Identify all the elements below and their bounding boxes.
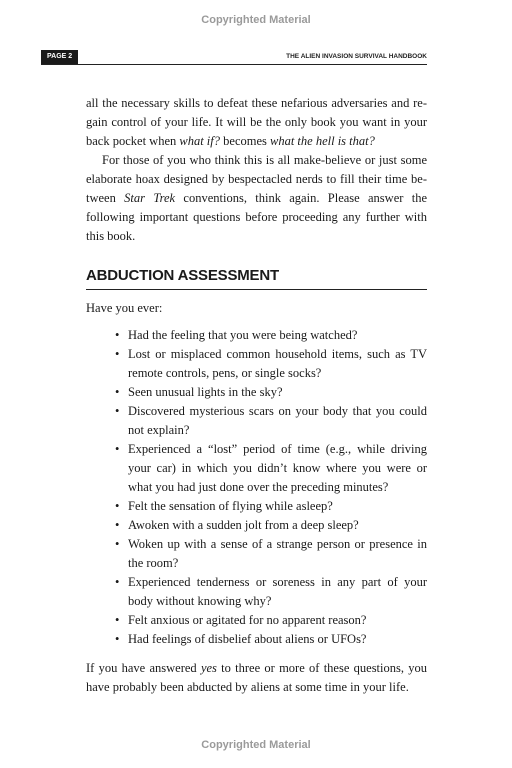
emphasis-text: yes: [200, 661, 217, 675]
list-item: [115, 573, 427, 611]
emphasis-text: what the hell is that?: [270, 134, 375, 148]
paragraph-continued: [86, 94, 427, 151]
list-item-text: Awoken with a sudden jolt from a deep sleep?: [128, 518, 359, 532]
bullet-icon: •: [115, 499, 120, 513]
bullet-icon: •: [115, 385, 120, 399]
page-header: [41, 50, 427, 65]
list-item: [115, 516, 427, 535]
list-item-text: Seen unusual lights in the sky?: [128, 385, 283, 399]
section-heading: ABDUCTION ASSESSMENT: [86, 265, 427, 290]
list-item: [115, 611, 427, 630]
list-item-text: Lost or misplaced common household items, such as TV remote controls, pens, or single socks?: [128, 347, 427, 380]
paragraph-text: If you have answered: [86, 661, 201, 675]
list-item: [115, 630, 427, 649]
list-item: [115, 383, 427, 402]
list-item: [115, 402, 427, 440]
page-number-label: PAGE 2: [41, 50, 78, 64]
paragraph-star-trek: [86, 151, 427, 246]
bullet-icon: •: [115, 518, 120, 532]
section-intro: Have you ever:: [86, 301, 163, 315]
bullet-icon: •: [115, 442, 120, 456]
bullet-icon: •: [115, 613, 120, 627]
list-item: [115, 497, 427, 516]
list-item-text: Had feelings of disbelief about aliens or UFOs?: [128, 632, 367, 646]
list-item-text: Experienced tenderness or soreness in any part of your body without knowing why?: [128, 575, 427, 608]
list-item: [115, 535, 427, 573]
bullet-icon: •: [115, 347, 120, 361]
page-body: [86, 94, 427, 697]
bullet-icon: •: [115, 328, 120, 342]
bullet-icon: •: [115, 537, 120, 551]
list-item-text: Felt anxious or agitated for no apparent reason?: [128, 613, 367, 627]
paragraph-conclusion: [86, 659, 427, 697]
question-list: [86, 326, 427, 649]
paragraph-text: to three or more of these questions, you have probably been abducted by aliens at some time in your life.: [86, 661, 428, 694]
paragraph-text: conventions, think again. Please answer the following important questions before proceeding any further with this book.: [86, 191, 427, 243]
emphasis-text: what if?: [179, 134, 221, 148]
list-item: [115, 326, 427, 345]
list-item-text: Woken up with a sense of a strange person or presence in the room?: [128, 537, 427, 570]
list-item: [115, 440, 427, 497]
list-item-text: Felt the sensation of flying while asleep?: [128, 499, 333, 513]
paragraph-text: all the necessary skills to defeat these nefarious adversaries and re-gain control of your life. It will be the only book you want in your back pocket when: [86, 96, 427, 148]
copyright-watermark-top: Copyrighted Material: [201, 14, 311, 26]
list-item-text: Had the feeling that you were being watched?: [128, 328, 358, 342]
bullet-icon: •: [115, 632, 120, 646]
paragraph-text: becomes: [220, 134, 270, 148]
bullet-icon: •: [115, 404, 120, 418]
paragraph-text: For those of you who think this is all make-believe or just some elaborate hoax designed by bespectacled nerds to fill their time be-tween: [86, 153, 427, 205]
list-item: [115, 345, 427, 383]
running-title: THE ALIEN INVASION SURVIVAL HANDBOOK: [286, 53, 427, 60]
copyright-watermark-bottom: Copyrighted Material: [201, 739, 311, 751]
list-item-text: Discovered mysterious scars on your body that you could not explain?: [128, 404, 427, 437]
bullet-icon: •: [115, 575, 120, 589]
list-item-text: Experienced a “lost” period of time (e.g., while driving your car) in which you didn’t know where you were or what you had just done over the preceding minutes?: [128, 442, 427, 494]
emphasis-text: Star Trek: [124, 191, 176, 205]
